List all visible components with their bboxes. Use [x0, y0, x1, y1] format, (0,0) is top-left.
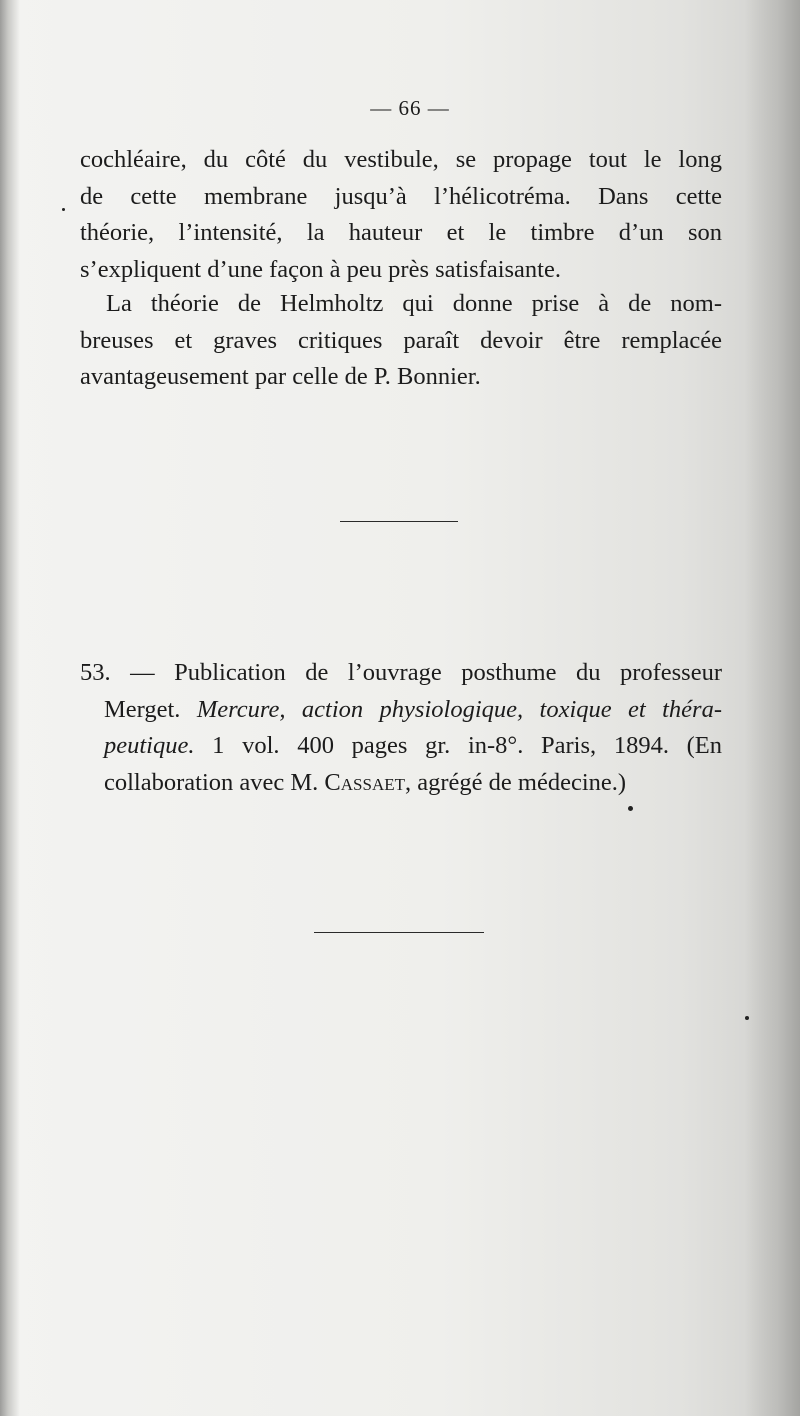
entry-collaborator-name: Cassaet	[324, 768, 405, 796]
entry-author: Merget.	[104, 695, 197, 723]
text-line: cochléaire, du côté du vestibule, se propage tout le long	[80, 146, 722, 173]
page-number: — 66 —	[370, 96, 450, 120]
paragraph-cochlea	[80, 142, 722, 288]
bibliography-entry-53	[80, 655, 722, 801]
entry-line: 53. — Publication de l’ouvrage posthume du professeur	[80, 659, 722, 686]
entry-collab-end: , agrégé de médecine.)	[405, 768, 627, 796]
entry-collab: collaboration avec M.	[104, 768, 325, 796]
text-line: La théorie de Helmholtz qui donne prise à de nom-	[106, 290, 722, 317]
entry-title: Mercure, action physiologique, toxique et théra-	[196, 695, 722, 723]
text-line: de cette membrane jusqu’à l’hélicotréma. Dans cette	[80, 182, 722, 210]
print-speck	[62, 208, 65, 211]
end-divider	[314, 932, 484, 933]
entry-details: 1 vol. 400 pages gr. in-8°. Paris, 1894. (En	[194, 732, 722, 759]
paragraph-helmholtz	[80, 286, 722, 396]
entry-line	[80, 692, 722, 729]
entry-line	[80, 728, 722, 765]
binding-shadow-left	[0, 0, 20, 1416]
print-speck	[745, 1016, 749, 1020]
entry-title-end: peutique.	[104, 732, 195, 759]
section-divider	[340, 521, 458, 522]
print-speck	[628, 806, 633, 811]
text-line: théorie, l’intensité, la hauteur et le timbre d’un son	[80, 219, 722, 246]
text-line: breuses et graves critiques paraît devoir être remplacée	[80, 326, 722, 354]
entry-line	[80, 765, 722, 802]
page-edge-shadow-right	[745, 0, 800, 1416]
text-line: s’expliquent d’une façon à peu près satisfaisante.	[80, 255, 561, 283]
text-line: avantageusement par celle de P. Bonnier.	[80, 363, 481, 390]
